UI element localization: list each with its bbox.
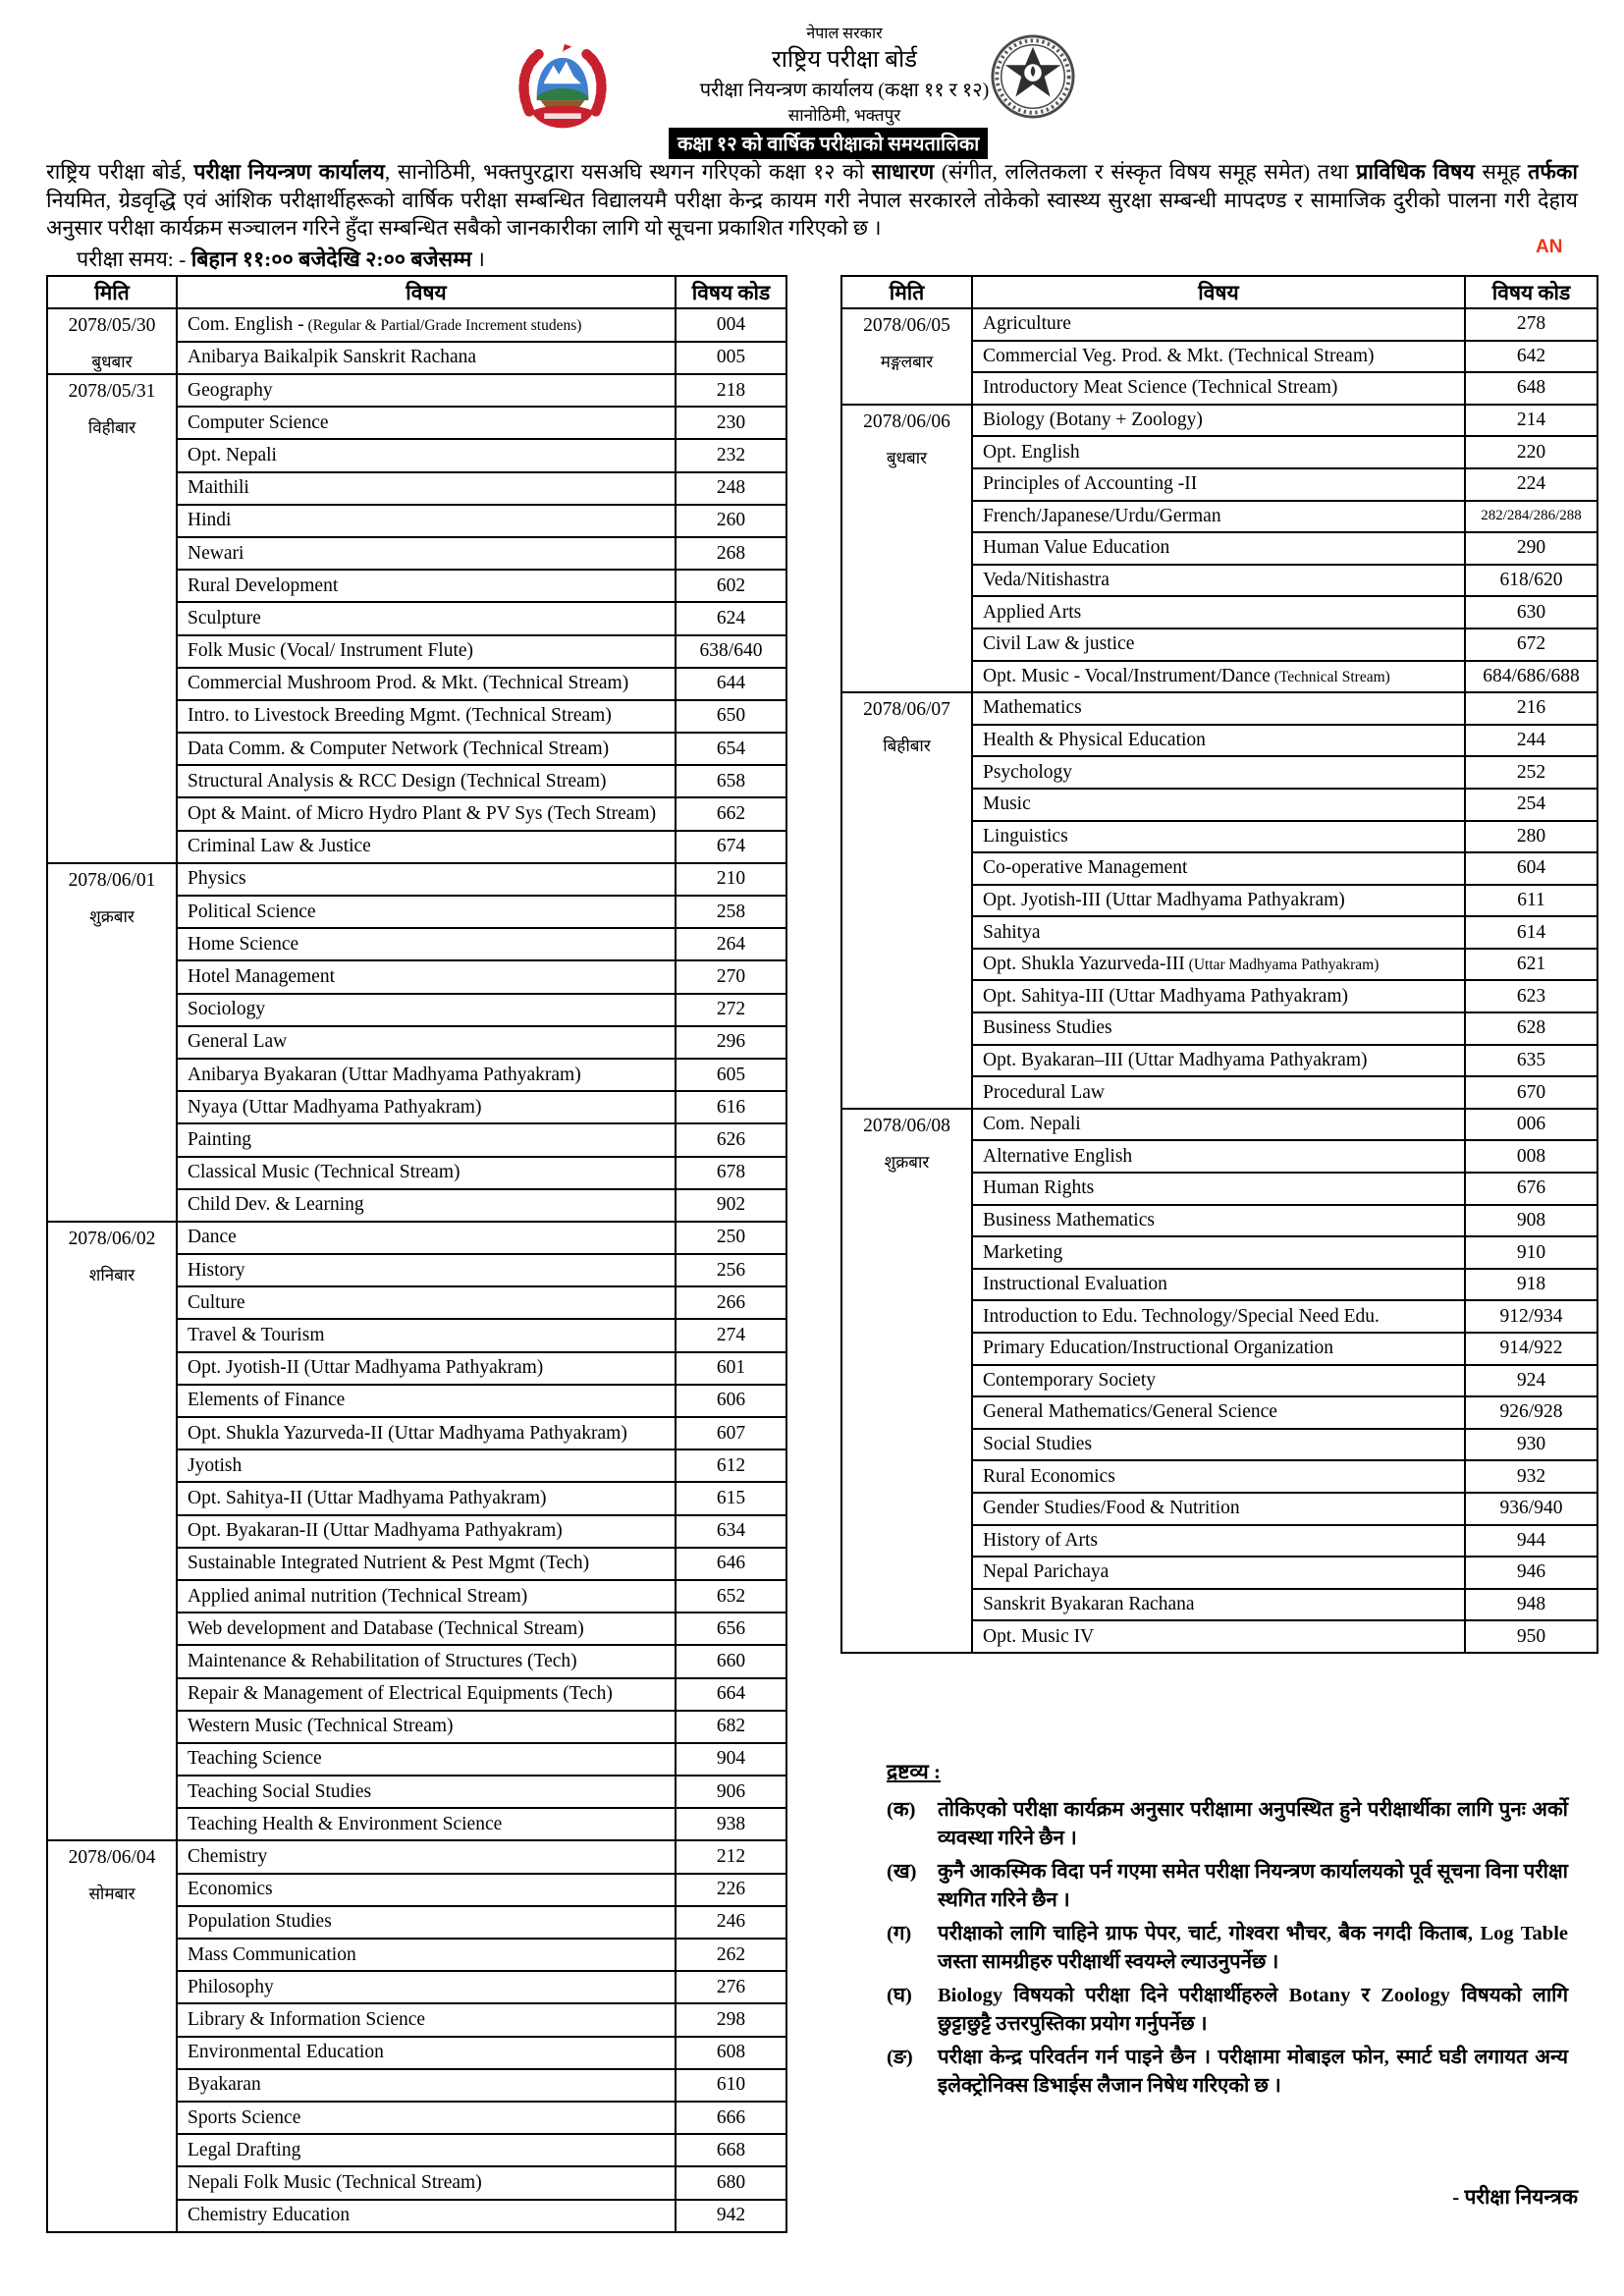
subject-cell: Opt. Sahitya-II (Uttar Madhyama Pathyakram) [177,1482,676,1514]
code-cell: 266 [676,1286,786,1319]
exam-time-prefix: परीक्षा समय: - [77,247,191,271]
code-cell: 264 [676,928,786,960]
subject-cell: Structural Analysis & RCC Design (Technical Stream) [177,765,676,797]
subject-cell: Geography [177,374,676,407]
col-header-code: विषय कोड [676,276,786,308]
office-name: परीक्षा नियन्त्रण कार्यालय (कक्षा ११ र १२) [699,79,990,101]
subject-cell: Rural Economics [972,1460,1465,1493]
code-cell: 611 [1465,885,1597,917]
subject-cell: Sanskrit Byakaran Rachana [972,1589,1465,1621]
subject-cell: Library & Information Science [177,2003,676,2036]
code-cell: 602 [676,570,786,602]
date-cell [841,405,972,692]
code-cell: 652 [676,1580,786,1613]
subject-cell: Anibarya Byakaran (Uttar Madhyama Pathyakram) [177,1059,676,1091]
code-cell: 260 [676,505,786,537]
code-cell: 006 [1465,1109,1597,1141]
exam-date: 2078/06/06 [863,410,950,432]
code-cell: 296 [676,1026,786,1059]
intro-segment: तर्फका [1528,160,1578,184]
subject-cell: Marketing [972,1236,1465,1269]
subject-cell: Veda/Nitishastra [972,565,1465,597]
code-cell: 244 [1465,725,1597,757]
code-cell: 272 [676,994,786,1026]
code-cell: 614 [1465,916,1597,949]
note-item [887,1982,1568,2039]
subject-cell: Criminal Law & Justice [177,831,676,863]
table-row [841,1109,1597,1141]
code-cell: 270 [676,960,786,993]
code-cell: 676 [1465,1173,1597,1205]
subject-cell: Data Comm. & Computer Network (Technical Stream) [177,733,676,765]
code-cell: 932 [1465,1460,1597,1493]
date-cell [841,1109,972,1653]
code-cell: 950 [1465,1620,1597,1653]
subject-cell: Agriculture [972,308,1465,341]
code-cell: 926/928 [1465,1396,1597,1429]
code-cell: 924 [1465,1365,1597,1397]
subject-cell: Folk Music (Vocal/ Instrument Flute) [177,635,676,668]
subject-cell: Computer Science [177,407,676,439]
code-cell: 942 [676,2200,786,2232]
code-cell: 672 [1465,629,1597,661]
subject-cell: Byakaran [177,2069,676,2102]
intro-segment: नियमित, ग्रेडवृद्धि एवं आंशिक परीक्षार्थीहरूको वार्षिक परीक्षा सम्बन्धित विद्यालयमै परीक्षा केन्द्र कायम गरी नेपाल सरकारले तोकेको स्वास्थ्य सुरक्षा सम्बन्धी मापदण्ड र सामाजिक दुरीको पालना गरी देहाय अनुसार परीक्षा कार्यक्रम सञ्चालन गरिने हुँदा सम्बन्धित सबैको जानकारीका लागि यो सूचना प्रकाशित गरिएको छ । [46,188,1578,240]
code-cell: 220 [1465,436,1597,468]
subject-small-text: (Regular & Partial/Grade Increment studens) [303,316,582,334]
exam-weekday: शनिबार [88,1265,135,1285]
code-cell: 280 [1465,821,1597,853]
subject-cell: Principles of Accounting -II [972,468,1465,501]
page-title-banner: कक्षा १२ को वार्षिक परीक्षाको समयतालिका [669,128,988,159]
code-cell: 258 [676,896,786,928]
code-cell: 623 [1465,980,1597,1012]
subject-cell: Maithili [177,472,676,505]
code-cell: 664 [676,1678,786,1711]
code-cell: 660 [676,1645,786,1677]
exam-weekday: मङ्गलबार [880,353,934,371]
exam-time-suffix: । [471,247,485,271]
subject-cell: Opt. Nepali [177,439,676,471]
code-cell: 662 [676,797,786,830]
code-cell: 268 [676,537,786,570]
exam-weekday: बुधबार [886,448,928,467]
code-cell: 654 [676,733,786,765]
intro-segment: समूह [1474,160,1529,184]
code-cell: 680 [676,2166,786,2199]
intro-segment: , सानोठिमी, भक्तपुरद्वारा यसअघि स्थगन गरिएको कक्षा १२ को [384,160,872,184]
code-cell: 642 [1465,341,1597,373]
subject-cell: Culture [177,1286,676,1319]
note-text: तोकिएको परीक्षा कार्यक्रम अनुसार परीक्षामा अनुपस्थित हुने परीक्षार्थीका लागि पुनः अर्को व्यवस्था गरिने छैन । [938,1798,1568,1849]
code-cell: 616 [676,1091,786,1123]
code-cell: 604 [1465,852,1597,885]
code-cell: 210 [676,863,786,896]
code-cell: 226 [676,1874,786,1906]
subject-cell: Population Studies [177,1906,676,1939]
note-text: परीक्षा केन्द्र परिवर्तन गर्न पाइने छैन । परीक्षामा मोबाइल फोन, स्मार्ट घडी लगायत अन्य इलेक्ट्रोनिक्स डिभाईस लैजान निषेध गरिएको छ । [938,2046,1568,2097]
subject-cell: Legal Drafting [177,2134,676,2166]
code-cell: 254 [1465,789,1597,821]
subject-cell: Social Studies [972,1429,1465,1461]
subject-cell: Business Studies [972,1012,1465,1045]
code-cell: 914/922 [1465,1333,1597,1365]
subject-cell: Applied animal nutrition (Technical Stream) [177,1580,676,1613]
subject-cell: Opt. Music IV [972,1620,1465,1653]
code-cell: 605 [676,1059,786,1091]
subject-cell: Environmental Education [177,2037,676,2069]
subject-cell: Opt. Byakaran-II (Uttar Madhyama Pathyakram) [177,1515,676,1548]
table-header-row [841,276,1597,308]
subject-cell: Opt. Shukla Yazurveda-II (Uttar Madhyama Pathyakram) [177,1417,676,1449]
date-cell [47,1222,177,1841]
note-label: (ख) [887,1860,917,1883]
code-cell: 630 [1465,596,1597,629]
subject-cell: Applied Arts [972,596,1465,629]
subject-cell: Civil Law & justice [972,629,1465,661]
subject-cell: Commercial Veg. Prod. & Mkt. (Technical Stream) [972,341,1465,373]
subject-cell: Political Science [177,896,676,928]
subject-cell: Mathematics [972,692,1465,725]
nepal-government-emblem-icon [516,39,609,136]
subject-cell: Western Music (Technical Stream) [177,1711,676,1743]
subject-cell: Primary Education/Instructional Organization [972,1333,1465,1365]
code-cell: 298 [676,2003,786,2036]
subject-cell: Music [972,789,1465,821]
exam-weekday: सोमबार [88,1885,135,1904]
code-cell: 650 [676,700,786,733]
code-cell: 666 [676,2102,786,2134]
code-cell: 904 [676,1743,786,1776]
subject-cell: Contemporary Society [972,1365,1465,1397]
code-cell: 246 [676,1906,786,1939]
subject-cell: Newari [177,537,676,570]
col-header-date: मिति [841,276,972,308]
subject-cell: Teaching Health & Environment Science [177,1808,676,1840]
subject-cell: Introduction to Edu. Technology/Special Need Edu. [972,1300,1465,1333]
subject-cell: Instructional Evaluation [972,1269,1465,1301]
subject-cell: General Mathematics/General Science [972,1396,1465,1429]
subject-cell: Sculpture [177,602,676,634]
exam-date: 2078/06/08 [863,1115,950,1136]
col-header-code: विषय कोड [1465,276,1597,308]
code-cell: 668 [676,2134,786,2166]
subject-cell: History of Arts [972,1525,1465,1558]
code-cell: 678 [676,1157,786,1189]
examinations-board-seal-icon [990,33,1076,120]
note-text: परीक्षाको लागि चाहिने ग्राफ पेपर, चार्ट, गोश्वरा भौचर, बैक नगदी किताब, Log Table जस्ता सामग्रीहरु परीक्षार्थी स्वयम्ले ल्याउनुपर्नेछ । [938,1922,1568,1973]
code-cell: 635 [1465,1045,1597,1077]
code-cell: 601 [676,1352,786,1385]
exam-time-value: बिहान ११:०० बजेदेखि २:०० बजेसम्म [190,247,472,271]
subject-cell: Procedural Law [972,1076,1465,1109]
code-cell: 232 [676,439,786,471]
intro-segment: साधारण [871,160,935,184]
subject-cell: Commercial Mushroom Prod. & Mkt. (Technical Stream) [177,668,676,700]
subject-cell: Classical Music (Technical Stream) [177,1157,676,1189]
code-cell: 278 [1465,308,1597,341]
code-cell: 250 [676,1222,786,1254]
notes-title: द्रष्टव्य : [887,1759,942,1783]
code-cell: 008 [1465,1140,1597,1173]
schedule-table-left [46,275,787,2233]
notes-list [887,1796,1568,2101]
subject-cell: Opt. Shukla Yazurveda-III (Uttar Madhyama Pathyakram) [972,949,1465,981]
code-cell: 674 [676,831,786,863]
code-cell: 682 [676,1711,786,1743]
code-cell: 634 [676,1515,786,1548]
code-cell: 618/620 [1465,565,1597,597]
table-row [841,308,1597,341]
code-cell: 936/940 [1465,1493,1597,1525]
subject-cell: Travel & Tourism [177,1319,676,1351]
subject-cell: Physics [177,863,676,896]
date-cell [47,1840,177,2231]
subject-cell: General Law [177,1026,676,1059]
office-address: सानोठिमी, भक्तपुर [787,105,901,125]
subject-cell: Introductory Meat Science (Technical Stream) [972,372,1465,405]
subject-cell: Anibarya Baikalpik Sanskrit Rachana [177,342,676,375]
subject-cell: Opt & Maint. of Micro Hydro Plant & PV Sys (Tech Stream) [177,797,676,830]
code-cell: 646 [676,1548,786,1580]
board-name: राष्ट्रिय परीक्षा बोर्ड [771,47,918,74]
exam-date: 2078/06/01 [68,869,156,891]
subject-cell: Com. English - (Regular & Partial/Grade Increment studens) [177,308,676,342]
subject-cell: Rural Development [177,570,676,602]
subject-small-text: (Technical Stream) [1270,668,1390,685]
subject-cell: Child Dev. & Learning [177,1189,676,1222]
subject-cell: Mass Communication [177,1939,676,1971]
subject-cell: Opt. Byakaran–III (Uttar Madhyama Pathyakram) [972,1045,1465,1077]
subject-cell: Web development and Database (Technical Stream) [177,1613,676,1645]
note-label: (ग) [887,1922,912,1944]
code-cell: 621 [1465,949,1597,981]
note-label: (घ) [887,1984,912,2006]
subject-cell: Sports Science [177,2102,676,2134]
right-schedule-column [840,275,1597,2211]
subject-cell: Linguistics [972,821,1465,853]
exam-date: 2078/06/04 [68,1847,156,1869]
exam-weekday: बिहीबार [883,737,931,756]
subject-cell: Sahitya [972,916,1465,949]
intro-segment: राष्ट्रिय परीक्षा बोर्ड, [46,160,194,184]
left-schedule-column [46,275,785,2233]
exam-date: 2078/06/05 [863,315,950,336]
code-cell: 252 [1465,756,1597,789]
subject-cell: Opt. Jyotish-III (Uttar Madhyama Pathyakram) [972,885,1465,917]
exam-date: 2078/06/02 [68,1228,156,1249]
note-item [887,1920,1568,1977]
subject-cell: Dance [177,1222,676,1254]
code-cell: 214 [1465,405,1597,437]
exam-date: 2078/06/07 [863,699,950,721]
exam-time-line [77,245,485,273]
subject-cell: Hindi [177,505,676,537]
table-row [47,1222,786,1254]
subject-cell: Alternative English [972,1140,1465,1173]
an-watermark: AN [1536,237,1563,257]
subject-cell: Repair & Management of Electrical Equipments (Tech) [177,1678,676,1711]
table-row [47,374,786,407]
subject-cell: Com. Nepali [972,1109,1465,1141]
table-row [47,863,786,896]
code-cell: 607 [676,1417,786,1449]
note-item [887,1858,1568,1915]
code-cell: 910 [1465,1236,1597,1269]
subject-cell: Opt. Music - Vocal/Instrument/Dance (Technical Stream) [972,661,1465,693]
table-header-row [47,276,786,308]
code-cell: 610 [676,2069,786,2102]
intro-paragraph [46,158,1578,243]
subject-cell: History [177,1254,676,1286]
table-row [841,405,1597,437]
code-cell: 290 [1465,532,1597,565]
exam-weekday: बुधबार [91,353,133,371]
code-cell: 615 [676,1482,786,1514]
note-text: कुनै आकस्मिक विदा पर्न गएमा समेत परीक्षा नियन्त्रण कार्यालयको पूर्व सूचना विना परीक्षा स्थगित गरिने छैन । [938,1860,1568,1911]
code-cell: 912/934 [1465,1300,1597,1333]
subject-cell: Painting [177,1123,676,1156]
exam-date: 2078/05/31 [68,381,156,402]
date-cell [841,692,972,1109]
code-cell: 648 [1465,372,1597,405]
note-text: Biology विषयको परीक्षा दिने परीक्षार्थीहरुले Botany र Zoology विषयको लागि छुट्टाछुट्टै उत्तरपुस्तिका प्रयोग गर्नुपर्नेछ । [938,1984,1568,2035]
note-label: (ङ) [887,2046,913,2068]
code-cell: 670 [1465,1076,1597,1109]
code-cell: 946 [1465,1557,1597,1589]
subject-cell: Biology (Botany + Zoology) [972,405,1465,437]
table-row [841,692,1597,725]
subject-cell: Nepali Folk Music (Technical Stream) [177,2166,676,2199]
intro-segment: (संगीत, ललितकला र संस्कृत विषय समूह समेत) तथा [934,160,1357,184]
subject-cell: Opt. Jyotish-II (Uttar Madhyama Pathyakram) [177,1352,676,1385]
code-cell: 274 [676,1319,786,1351]
code-cell: 224 [1465,468,1597,501]
intro-segment: परीक्षा नियन्त्रण कार्यालय [193,160,385,184]
subject-cell: Human Rights [972,1173,1465,1205]
exam-weekday: विहीबार [87,418,136,437]
code-cell: 248 [676,472,786,505]
code-cell: 684/686/688 [1465,661,1597,693]
subject-cell: Intro. to Livestock Breeding Mgmt. (Technical Stream) [177,700,676,733]
subject-cell: Sustainable Integrated Nutrient & Pest Mgmt (Tech) [177,1548,676,1580]
code-cell: 230 [676,407,786,439]
exam-weekday: शुक्रबार [884,1152,930,1172]
subject-cell: Chemistry [177,1840,676,1873]
code-cell: 216 [1465,692,1597,725]
date-cell [841,308,972,405]
note-item [887,1796,1568,1853]
date-cell [47,863,177,1222]
subject-cell: Home Science [177,928,676,960]
code-cell: 282/284/286/288 [1465,501,1597,533]
table-row [47,1840,786,1873]
subject-small-text: (Uttar Madhyama Pathyakram) [1184,957,1380,974]
subject-cell: Philosophy [177,1971,676,2003]
controller-signature: - परीक्षा नियन्त्रक [1452,2184,1578,2209]
code-cell: 256 [676,1254,786,1286]
subject-cell: Teaching Social Studies [177,1776,676,1808]
code-cell: 906 [676,1776,786,1808]
code-cell: 276 [676,1971,786,2003]
col-header-subject: विषय [177,276,676,308]
subject-cell: Opt. Sahitya-III (Uttar Madhyama Pathyakram) [972,980,1465,1012]
subject-cell: Psychology [972,756,1465,789]
code-cell: 944 [1465,1525,1597,1558]
code-cell: 628 [1465,1012,1597,1045]
subject-cell: Teaching Science [177,1743,676,1776]
code-cell: 908 [1465,1205,1597,1237]
subject-cell: Health & Physical Education [972,725,1465,757]
code-cell: 638/640 [676,635,786,668]
code-cell: 005 [676,342,786,375]
code-cell: 606 [676,1385,786,1417]
code-cell: 262 [676,1939,786,1971]
code-cell: 948 [1465,1589,1597,1621]
code-cell: 644 [676,668,786,700]
subject-cell: Business Mathematics [972,1205,1465,1237]
note-label: (क) [887,1798,916,1821]
exam-weekday: शुक्रबार [89,906,135,926]
code-cell: 004 [676,308,786,342]
subject-cell: Maintenance & Rehabilitation of Structures (Tech) [177,1645,676,1677]
code-cell: 938 [676,1808,786,1840]
code-cell: 918 [1465,1269,1597,1301]
subject-cell: Nyaya (Uttar Madhyama Pathyakram) [177,1091,676,1123]
code-cell: 930 [1465,1429,1597,1461]
subject-cell: Hotel Management [177,960,676,993]
code-cell: 656 [676,1613,786,1645]
subject-cell: Opt. English [972,436,1465,468]
subject-cell: Economics [177,1874,676,1906]
date-cell [47,374,177,863]
schedule-table-right [840,275,1598,1654]
subject-cell: Human Value Education [972,532,1465,565]
subject-cell: Elements of Finance [177,1385,676,1417]
code-cell: 612 [676,1449,786,1482]
code-cell: 902 [676,1189,786,1222]
note-item [887,2044,1568,2101]
subject-cell: Chemistry Education [177,2200,676,2232]
subject-cell: Sociology [177,994,676,1026]
code-cell: 218 [676,374,786,407]
date-cell [47,308,177,374]
subject-cell: Co-operative Management [972,852,1465,885]
code-cell: 608 [676,2037,786,2069]
table-row [47,308,786,342]
intro-segment: प्राविधिक विषय [1356,160,1475,184]
subject-cell: Nepal Parichaya [972,1557,1465,1589]
col-header-subject: विषय [972,276,1465,308]
subject-cell: Gender Studies/Food & Nutrition [972,1493,1465,1525]
notes-section [887,1758,1568,2101]
code-cell: 624 [676,602,786,634]
code-cell: 658 [676,765,786,797]
code-cell: 212 [676,1840,786,1873]
exam-date: 2078/05/30 [68,315,156,336]
col-header-date: मिति [47,276,177,308]
code-cell: 626 [676,1123,786,1156]
subject-cell: Jyotish [177,1449,676,1482]
government-line: नेपाल सरकार [806,26,883,42]
subject-cell: French/Japanese/Urdu/German [972,501,1465,533]
